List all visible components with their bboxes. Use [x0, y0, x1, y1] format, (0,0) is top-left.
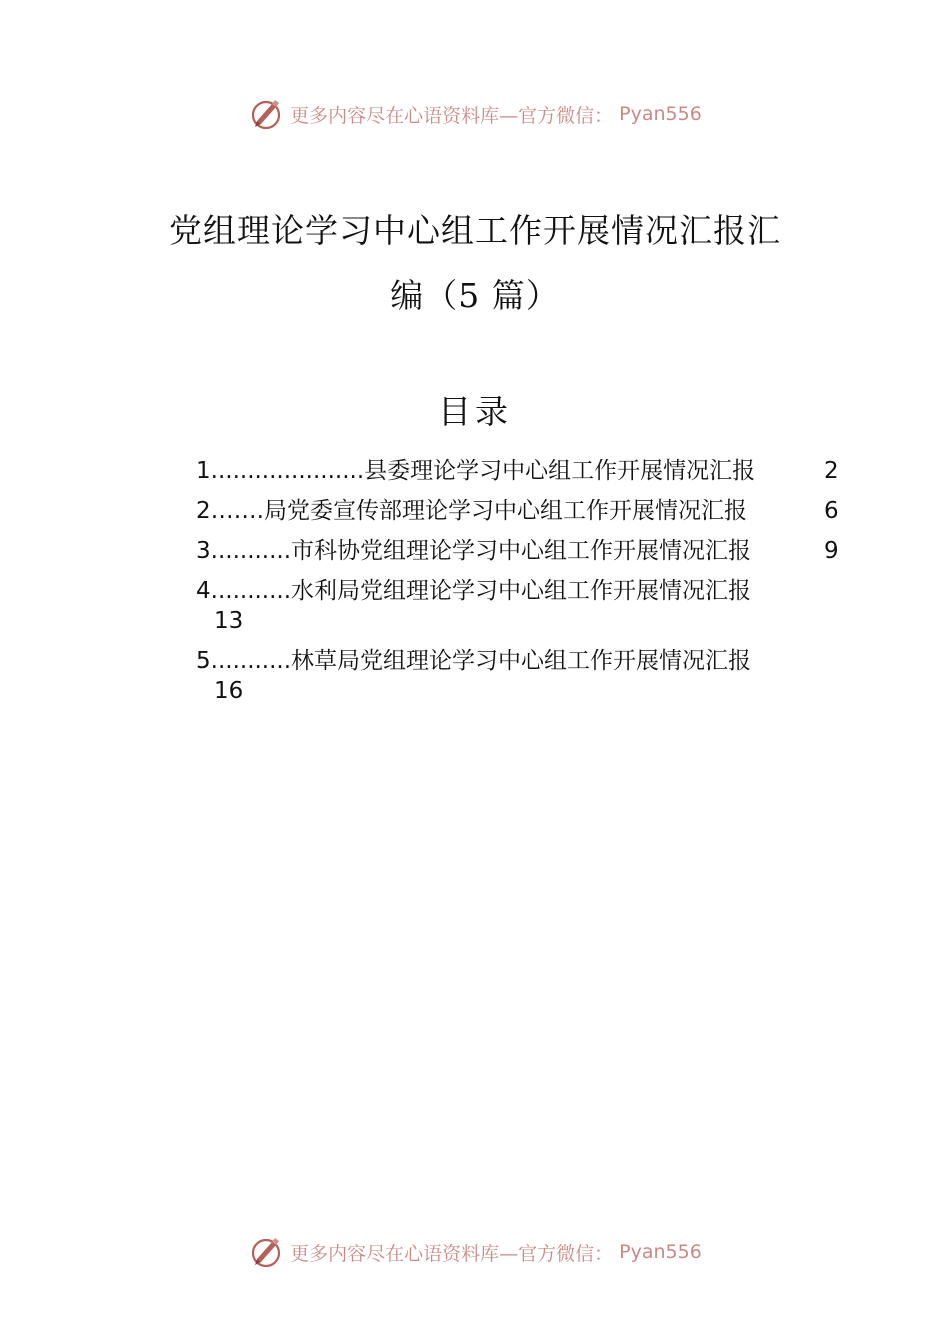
- document-title-line2: 编（5 篇）: [390, 276, 560, 315]
- watermark-wechat-id: Pyan556: [619, 103, 702, 125]
- toc-heading: 目录: [438, 392, 512, 431]
- header-watermark: [0, 94, 950, 134]
- document-title-line1: 党组理论学习中心组工作开展情况汇报汇: [169, 211, 781, 250]
- table-of-contents: [196, 452, 856, 712]
- watermark-wechat-id: Pyan556: [619, 1241, 702, 1263]
- toc-page-number: 2: [824, 458, 839, 484]
- toc-entry-text: 3...........市科协党组理论学习中心组工作开展情况汇报: [196, 538, 752, 564]
- watermark-text: 更多内容尽在心语资料库—官方微信：: [290, 1242, 614, 1265]
- toc-item-2[interactable]: [196, 492, 856, 532]
- toc-entry-text: 2…….局党委宣传部理论学习中心组工作开展情况汇报: [196, 498, 747, 524]
- footer-watermark: [0, 1232, 950, 1272]
- toc-item-5[interactable]: [196, 642, 856, 712]
- toc-item-3[interactable]: [196, 532, 856, 572]
- toc-entry-text: 5...........林草局党组理论学习中心组工作开展情况汇报: [196, 648, 752, 674]
- pen-circle-logo-icon: [248, 96, 284, 132]
- toc-entry-text: 4...........水利局党组理论学习中心组工作开展情况汇报: [196, 578, 752, 604]
- pen-circle-logo-icon: [248, 1234, 284, 1270]
- toc-entry-text: 1.....................县委理论学习中心组工作开展情况汇报: [196, 458, 756, 484]
- toc-item-4[interactable]: [196, 572, 856, 642]
- toc-page-number: 9: [824, 538, 839, 564]
- toc-page-number: 6: [824, 498, 839, 524]
- toc-item-1[interactable]: [196, 452, 856, 492]
- toc-page-number: 13: [214, 608, 244, 634]
- toc-page-number: 16: [214, 678, 244, 704]
- watermark-text: 更多内容尽在心语资料库—官方微信：: [290, 104, 614, 127]
